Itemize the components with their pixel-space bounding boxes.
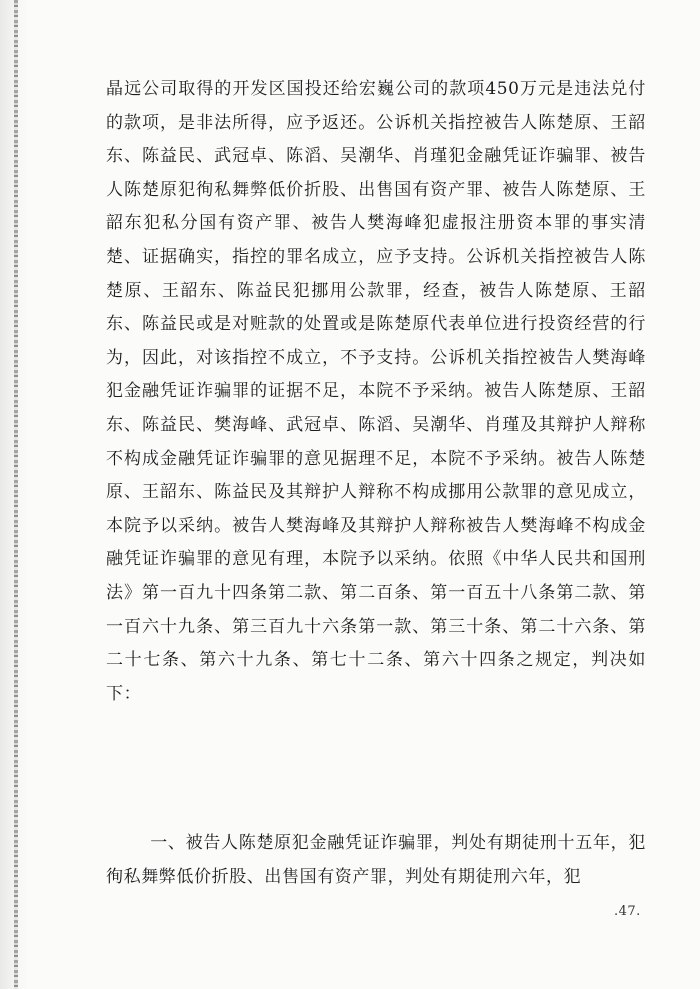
page-number: .47. [614, 904, 641, 919]
judgment-paragraph-2: 一、被告人陈楚原犯金融凭证诈骗罪，判处有期徒刑十五年，犯徇私舞弊低价折股、出售国有资产罪，判处有期徒刑六年，犯 [106, 833, 646, 887]
binding-edge [14, 0, 18, 989]
judgment-paragraph-1: 晶远公司取得的开发区国投还给宏巍公司的款项450万元是违法兑付的款项，是非法所得，应予返还。公诉机关指控被告人陈楚原、王韶东、陈益民、武冠卓、陈滔、吴潮华、肖瑾犯金融凭证诈骗罪、被告人陈楚原犯徇私舞弊低价折股、出售国有资产罪、被告人陈楚原、王韶东犯私分国有资产罪、被告人樊海峰犯虚报注册资本罪的事实清楚、证据确实，指控的罪名成立，应予支持。公诉机关指控被告人陈楚原、王韶东、陈益民犯挪用公款罪，经查，被告人陈楚原、王韶东、陈益民或是对赃款的处置或是陈楚原代表单位进行投资经营的行为，因此，对该指控不成立，不予支持。公诉机关指控被告人樊海峰犯金融凭证诈骗罪的证据不足，本院不予采纳。被告人陈楚原、王韶东、陈益民、樊海峰、武冠卓、陈滔、吴潮华、肖瑾及其辩护人辩称不构成金融凭证诈骗罪的意见据理不足，本院不予采纳。被告人陈楚原、王韶东、陈益民及其辩护人辩称不构成挪用公款罪的意见成立，本院予以采纳。被告人樊海峰及其辩护人辩称被告人樊海峰不构成金融凭证诈骗罪的意见有理，本院予以采纳。依照《中华人民共和国刑法》第一百九十四条第二款、第二百条、第一百五十八条第二款、第一百六十九条、第三百九十六条第一款、第三十条、第二十六条、第二十七条、第六十九条、第七十二条、第六十四条之规定，判决如下： [106, 79, 646, 704]
